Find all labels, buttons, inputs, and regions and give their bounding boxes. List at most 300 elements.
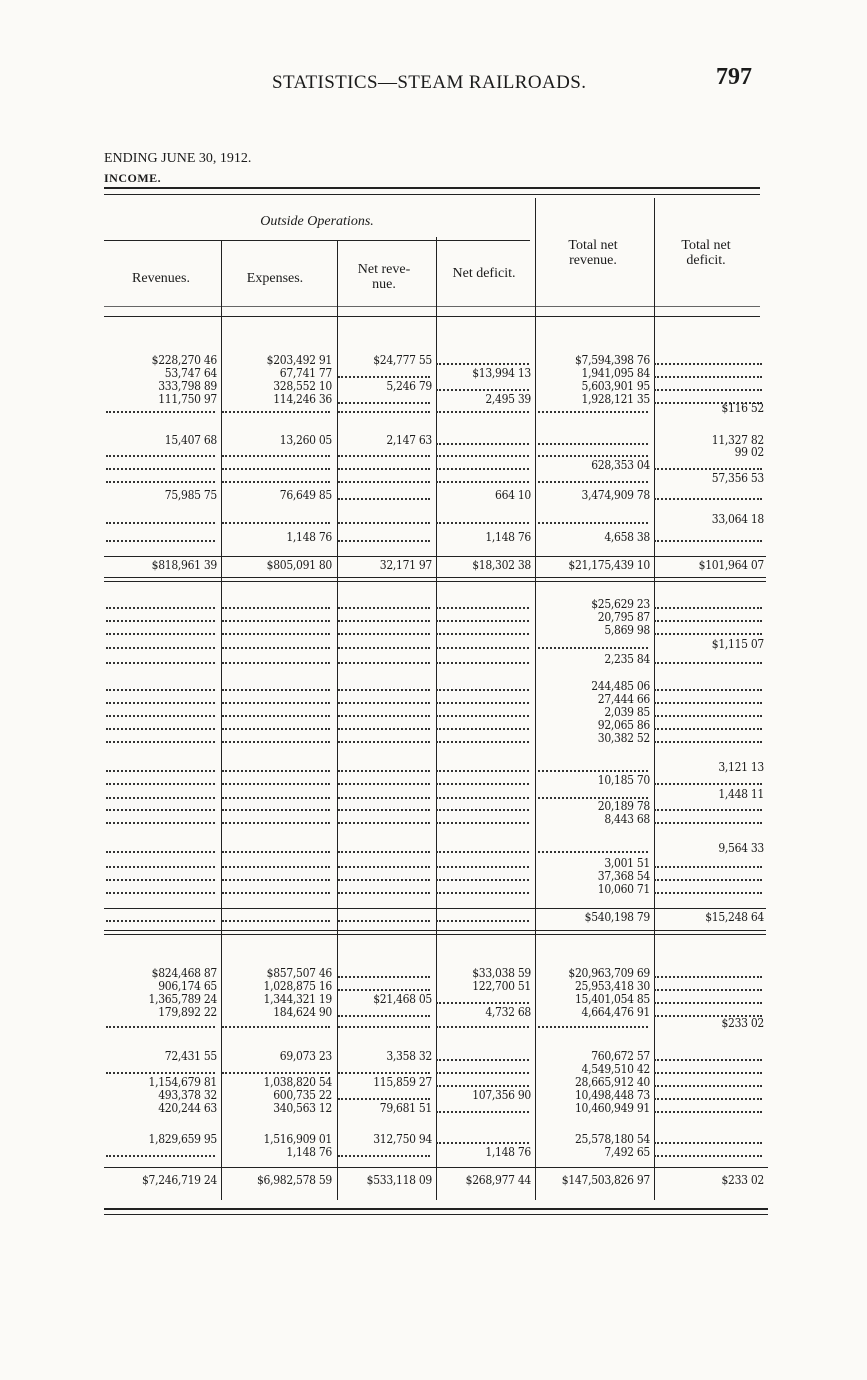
cell-total-net-revenue: 5,869 98 — [604, 623, 650, 637]
leader-dots — [338, 607, 430, 609]
cell-revenues: 906,174 65 — [158, 979, 217, 993]
cell-revenues: 333,798 89 — [158, 379, 217, 393]
leader-dots — [338, 402, 430, 404]
cell-total-net-revenue: 3,001 51 — [604, 856, 650, 870]
leader-dots — [338, 715, 430, 717]
cell-net-deficit: 2,495 39 — [485, 392, 531, 406]
caption-rule — [104, 240, 530, 241]
leader-dots — [106, 522, 215, 524]
leader-dots — [654, 540, 762, 542]
section-heading: INCOME. — [104, 171, 162, 185]
cell-net-revenue: 5,246 79 — [386, 379, 432, 393]
leader-dots — [106, 809, 215, 811]
cell-total-net-revenue: $147,503,826 97 — [561, 1173, 650, 1187]
cell-total-net-revenue: 760,672 57 — [591, 1049, 650, 1063]
leader-dots — [106, 892, 215, 894]
cell-revenues: 75,985 75 — [164, 488, 217, 502]
cell-revenues: 1,829,659 95 — [148, 1132, 217, 1146]
leader-dots — [338, 741, 430, 743]
cell-expenses: 1,148 76 — [286, 530, 332, 544]
leader-dots — [436, 822, 529, 824]
cell-expenses: 340,563 12 — [273, 1101, 332, 1115]
leader-dots — [436, 411, 529, 413]
cell-net-deficit: 107,356 90 — [472, 1088, 531, 1102]
leader-dots — [106, 607, 215, 609]
leader-dots — [436, 1072, 529, 1074]
leader-dots — [338, 633, 430, 635]
cell-total-net-revenue: 7,492 65 — [604, 1145, 650, 1159]
cell-expenses: $857,507 46 — [266, 966, 332, 980]
leader-dots — [338, 809, 430, 811]
leader-dots — [436, 741, 529, 743]
leader-dots — [338, 702, 430, 704]
leader-dots — [106, 1155, 215, 1157]
cell-expenses: 76,649 85 — [279, 488, 332, 502]
leader-dots — [338, 783, 430, 785]
cell-total-net-revenue: 15,401,054 85 — [574, 992, 650, 1006]
header-rule-2 — [104, 306, 760, 307]
leader-dots — [338, 647, 430, 649]
leader-dots — [106, 797, 215, 799]
table-bottom-rule-2 — [104, 1214, 768, 1215]
leader-dots — [538, 522, 648, 524]
leader-dots — [436, 879, 529, 881]
cell-net-revenue: $533,118 09 — [366, 1173, 432, 1187]
leader-dots — [436, 363, 529, 365]
leader-dots — [538, 411, 648, 413]
leader-dots — [222, 620, 330, 622]
leader-dots — [436, 1002, 529, 1004]
leader-dots — [222, 647, 330, 649]
cell-net-revenue: $21,468 05 — [373, 992, 432, 1006]
cell-total-net-revenue: 4,549,510 42 — [581, 1062, 650, 1076]
leader-dots — [654, 1072, 762, 1074]
cell-total-net-revenue: 4,664,476 91 — [581, 1005, 650, 1019]
cell-total-net-revenue: 3,474,909 78 — [581, 488, 650, 502]
cell-total-net-deficit: 9,564 33 — [718, 841, 764, 855]
leader-dots — [436, 1142, 529, 1144]
col-header-revenues: Revenues. — [132, 271, 190, 286]
cell-total-net-deficit: 11,327 82 — [711, 433, 764, 447]
table-bottom-rule — [104, 1208, 768, 1210]
leader-dots — [106, 1072, 215, 1074]
leader-dots — [436, 1026, 529, 1028]
cell-net-deficit: 4,732 68 — [485, 1005, 531, 1019]
leader-dots — [106, 920, 215, 922]
cell-net-deficit: $13,994 13 — [472, 366, 531, 380]
cell-total-net-revenue: 30,382 52 — [597, 731, 650, 745]
leader-dots — [436, 443, 529, 445]
cell-total-net-revenue: 1,928,121 35 — [581, 392, 650, 406]
cell-net-revenue: 2,147 63 — [386, 433, 432, 447]
cell-total-net-revenue: 628,353 04 — [591, 458, 650, 472]
cell-total-net-revenue: 244,485 06 — [591, 679, 650, 693]
cell-revenues: 493,378 32 — [158, 1088, 217, 1102]
leader-dots — [222, 607, 330, 609]
leader-dots — [338, 620, 430, 622]
leader-dots — [106, 728, 215, 730]
cell-revenues: 1,154,679 81 — [148, 1075, 217, 1089]
leader-dots — [338, 866, 430, 868]
leader-dots — [338, 879, 430, 881]
leader-dots — [654, 607, 762, 609]
cell-net-deficit: $33,038 59 — [472, 966, 531, 980]
leader-dots — [106, 633, 215, 635]
leader-dots — [538, 851, 648, 853]
leader-dots — [222, 920, 330, 922]
leader-dots — [338, 481, 430, 483]
leader-dots — [654, 822, 762, 824]
cell-revenues: 179,892 22 — [158, 1005, 217, 1019]
table-top-rule — [104, 187, 760, 189]
leader-dots — [338, 920, 430, 922]
leader-dots — [436, 797, 529, 799]
cell-total-net-revenue: 10,498,448 73 — [574, 1088, 650, 1102]
leader-dots — [222, 783, 330, 785]
leader-dots — [436, 455, 529, 457]
leader-dots — [538, 481, 648, 483]
col-header-total-net-revenue: Total net revenue. — [568, 238, 618, 268]
page-number: 797 — [716, 64, 752, 90]
leader-dots — [222, 522, 330, 524]
leader-dots — [436, 866, 529, 868]
leader-dots — [222, 892, 330, 894]
header-bottom-rule — [104, 316, 760, 317]
leader-dots — [338, 797, 430, 799]
cell-total-net-deficit: 33,064 18 — [711, 512, 764, 526]
leader-dots — [436, 892, 529, 894]
cell-expenses: 1,038,820 54 — [263, 1075, 332, 1089]
table-top-rule-inner — [104, 194, 760, 195]
cell-total-net-deficit: $116 52 — [721, 401, 764, 415]
leader-dots — [654, 1142, 762, 1144]
cell-total-net-revenue: $20,963,709 69 — [568, 966, 650, 980]
leader-dots — [654, 376, 762, 378]
cell-revenues: $228,270 46 — [151, 353, 217, 367]
leader-dots — [436, 1059, 529, 1061]
cell-expenses: 1,344,321 19 — [263, 992, 332, 1006]
leader-dots — [654, 976, 762, 978]
leader-dots — [338, 976, 430, 978]
section-rule — [104, 930, 766, 931]
leader-dots — [654, 892, 762, 894]
leader-dots — [106, 702, 215, 704]
cell-total-net-revenue: 1,941,095 84 — [581, 366, 650, 380]
leader-dots — [436, 702, 529, 704]
cell-revenues: 1,365,789 24 — [148, 992, 217, 1006]
leader-dots — [654, 468, 762, 470]
cell-total-net-revenue: 20,795 87 — [597, 610, 650, 624]
leader-dots — [436, 647, 529, 649]
leader-dots — [222, 662, 330, 664]
leader-dots — [106, 822, 215, 824]
cell-revenues: $7,246,719 24 — [141, 1173, 217, 1187]
leader-dots — [436, 920, 529, 922]
leader-dots — [654, 989, 762, 991]
cell-expenses: 1,148 76 — [286, 1145, 332, 1159]
leader-dots — [106, 715, 215, 717]
leader-dots — [654, 689, 762, 691]
leader-dots — [654, 879, 762, 881]
leader-dots — [338, 1015, 430, 1017]
leader-dots — [106, 689, 215, 691]
cell-net-revenue: 115,859 27 — [373, 1075, 432, 1089]
cell-total-net-deficit: $15,248 64 — [705, 910, 764, 924]
cell-total-net-revenue: 28,665,912 40 — [574, 1075, 650, 1089]
leader-dots — [106, 1026, 215, 1028]
leader-dots — [654, 1059, 762, 1061]
subtotal-rule — [104, 556, 766, 557]
leader-dots — [338, 1155, 430, 1157]
cell-expenses: 114,246 36 — [273, 392, 332, 406]
leader-dots — [436, 715, 529, 717]
leader-dots — [654, 741, 762, 743]
leader-dots — [222, 741, 330, 743]
cell-total-net-deficit: $233 02 — [721, 1016, 764, 1030]
leader-dots — [106, 851, 215, 853]
cell-expenses: 1,516,909 01 — [263, 1132, 332, 1146]
leader-dots — [654, 633, 762, 635]
leader-dots — [338, 455, 430, 457]
cell-total-net-revenue: 92,065 86 — [597, 718, 650, 732]
leader-dots — [338, 689, 430, 691]
cell-total-net-revenue: 27,444 66 — [597, 692, 650, 706]
leader-dots — [338, 498, 430, 500]
leader-dots — [654, 1085, 762, 1087]
leader-dots — [436, 607, 529, 609]
cell-net-deficit: $268,977 44 — [465, 1173, 531, 1187]
cell-total-net-revenue: 25,953,418 30 — [574, 979, 650, 993]
leader-dots — [106, 741, 215, 743]
column-rule — [654, 198, 655, 1200]
leader-dots — [222, 770, 330, 772]
cell-expenses: 328,552 10 — [273, 379, 332, 393]
leader-dots — [436, 481, 529, 483]
cell-total-net-revenue: 10,185 70 — [597, 773, 650, 787]
leader-dots — [436, 851, 529, 853]
cell-revenues: 111,750 97 — [158, 392, 217, 406]
cell-net-deficit: 664 10 — [495, 488, 531, 502]
leader-dots — [538, 443, 648, 445]
cell-revenues: 15,407 68 — [164, 433, 217, 447]
leader-dots — [654, 1155, 762, 1157]
leader-dots — [338, 662, 430, 664]
leader-dots — [436, 1085, 529, 1087]
leader-dots — [222, 1026, 330, 1028]
leader-dots — [222, 797, 330, 799]
leader-dots — [338, 892, 430, 894]
leader-dots — [436, 620, 529, 622]
leader-dots — [338, 1072, 430, 1074]
leader-dots — [436, 728, 529, 730]
leader-dots — [222, 866, 330, 868]
cell-total-net-revenue: 4,658 38 — [604, 530, 650, 544]
cell-net-deficit: 122,700 51 — [472, 979, 531, 993]
cell-expenses: $203,492 91 — [266, 353, 332, 367]
running-head: STATISTICS—STEAM RAILROADS. — [272, 72, 587, 93]
cell-total-net-revenue: $25,629 23 — [591, 597, 650, 611]
cell-revenues: 420,244 63 — [158, 1101, 217, 1115]
leader-dots — [538, 455, 648, 457]
leader-dots — [106, 866, 215, 868]
leader-dots — [436, 389, 529, 391]
leader-dots — [338, 728, 430, 730]
cell-net-revenue: 79,681 51 — [379, 1101, 432, 1115]
cell-total-net-revenue: 20,189 78 — [597, 799, 650, 813]
cell-expenses: 13,260 05 — [279, 433, 332, 447]
cell-net-deficit: $18,302 38 — [472, 558, 531, 572]
column-rule — [535, 198, 536, 1200]
col-header-total-net-deficit: Total net deficit. — [681, 238, 731, 268]
leader-dots — [436, 689, 529, 691]
leader-dots — [338, 468, 430, 470]
leader-dots — [106, 540, 215, 542]
cell-revenues: $818,961 39 — [151, 558, 217, 572]
column-rule — [221, 240, 222, 1200]
cell-expenses: 69,073 23 — [279, 1049, 332, 1063]
leader-dots — [106, 481, 215, 483]
cell-total-net-deficit: 99 02 — [734, 445, 764, 459]
leader-dots — [222, 809, 330, 811]
leader-dots — [338, 1098, 430, 1100]
leader-dots — [222, 851, 330, 853]
leader-dots — [338, 851, 430, 853]
leader-dots — [222, 468, 330, 470]
cell-total-net-revenue: $7,594,398 76 — [574, 353, 650, 367]
subtotal-rule — [104, 908, 766, 909]
leader-dots — [654, 620, 762, 622]
cell-total-net-deficit: $233 02 — [721, 1173, 764, 1187]
section-rule-2 — [104, 934, 766, 935]
leader-dots — [222, 879, 330, 881]
leader-dots — [106, 662, 215, 664]
cell-total-net-revenue: $540,198 79 — [584, 910, 650, 924]
cell-total-net-revenue: 37,368 54 — [597, 869, 650, 883]
leader-dots — [222, 633, 330, 635]
leader-dots — [654, 1098, 762, 1100]
leader-dots — [222, 455, 330, 457]
leader-dots — [654, 783, 762, 785]
leader-dots — [106, 620, 215, 622]
leader-dots — [654, 1111, 762, 1113]
leader-dots — [222, 822, 330, 824]
leader-dots — [106, 879, 215, 881]
leader-dots — [106, 455, 215, 457]
leader-dots — [654, 866, 762, 868]
cell-revenues: 72,431 55 — [164, 1049, 217, 1063]
leader-dots — [338, 411, 430, 413]
column-rule — [337, 240, 338, 1200]
outside-operations-caption: Outside Operations. — [260, 214, 374, 229]
leader-dots — [106, 468, 215, 470]
cell-total-net-revenue: 25,578,180 54 — [574, 1132, 650, 1146]
cell-total-net-deficit: 3,121 13 — [718, 760, 764, 774]
leader-dots — [436, 662, 529, 664]
cell-net-deficit: 1,148 76 — [485, 1145, 531, 1159]
subtotal-rule — [104, 1167, 768, 1168]
leader-dots — [106, 647, 215, 649]
leader-dots — [654, 728, 762, 730]
leader-dots — [338, 822, 430, 824]
cell-total-net-deficit: $101,964 07 — [698, 558, 764, 572]
cell-expenses: 67,741 77 — [279, 366, 332, 380]
leader-dots — [654, 662, 762, 664]
leader-dots — [538, 1026, 648, 1028]
cell-net-deficit: 1,148 76 — [485, 530, 531, 544]
cell-expenses: 184,624 90 — [273, 1005, 332, 1019]
cell-total-net-deficit: 57,356 53 — [711, 471, 764, 485]
leader-dots — [436, 522, 529, 524]
cell-expenses: $805,091 80 — [266, 558, 332, 572]
leader-dots — [222, 481, 330, 483]
column-rule — [436, 237, 437, 1200]
col-header-net-revenue: Net reve- nue. — [357, 262, 411, 292]
leader-dots — [436, 468, 529, 470]
col-header-net-deficit: Net deficit. — [452, 266, 516, 281]
cell-expenses: 600,735 22 — [273, 1088, 332, 1102]
leader-dots — [338, 989, 430, 991]
leader-dots — [222, 689, 330, 691]
section-rule-2 — [104, 581, 766, 582]
cell-total-net-revenue: 2,235 84 — [604, 652, 650, 666]
leader-dots — [538, 770, 648, 772]
leader-dots — [654, 389, 762, 391]
cell-net-revenue: $24,777 55 — [373, 353, 432, 367]
leader-dots — [436, 809, 529, 811]
leader-dots — [436, 633, 529, 635]
cell-expenses: 1,028,875 16 — [263, 979, 332, 993]
leader-dots — [538, 647, 648, 649]
leader-dots — [654, 363, 762, 365]
leader-dots — [338, 1026, 430, 1028]
cell-total-net-revenue: 5,603,901 95 — [581, 379, 650, 393]
leader-dots — [338, 522, 430, 524]
cell-total-net-revenue: 8,443 68 — [604, 812, 650, 826]
leader-dots — [222, 411, 330, 413]
leader-dots — [338, 376, 430, 378]
leader-dots — [436, 770, 529, 772]
leader-dots — [436, 783, 529, 785]
leader-dots — [222, 1072, 330, 1074]
col-header-expenses: Expenses. — [246, 271, 304, 286]
leader-dots — [654, 1002, 762, 1004]
cell-total-net-revenue: 2,039 85 — [604, 705, 650, 719]
leader-dots — [222, 728, 330, 730]
leader-dots — [338, 770, 430, 772]
cell-total-net-revenue: $21,175,439 10 — [568, 558, 650, 572]
cell-total-net-deficit: 1,448 11 — [718, 787, 764, 801]
leader-dots — [106, 411, 215, 413]
leader-dots — [222, 702, 330, 704]
cell-total-net-revenue: 10,060 71 — [597, 882, 650, 896]
section-rule — [104, 577, 766, 578]
leader-dots — [222, 715, 330, 717]
leader-dots — [654, 715, 762, 717]
cell-net-revenue: 3,358 32 — [386, 1049, 432, 1063]
cell-total-net-revenue: 10,460,949 91 — [574, 1101, 650, 1115]
leader-dots — [106, 770, 215, 772]
leader-dots — [436, 1111, 529, 1113]
leader-dots — [106, 783, 215, 785]
leader-dots — [654, 498, 762, 500]
cell-total-net-deficit: $1,115 07 — [711, 637, 764, 651]
cell-revenues: 53,747 64 — [164, 366, 217, 380]
period-heading: ENDING JUNE 30, 1912. — [104, 151, 252, 166]
cell-net-revenue: 312,750 94 — [373, 1132, 432, 1146]
cell-net-revenue: 32,171 97 — [379, 558, 432, 572]
leader-dots — [654, 702, 762, 704]
leader-dots — [338, 540, 430, 542]
